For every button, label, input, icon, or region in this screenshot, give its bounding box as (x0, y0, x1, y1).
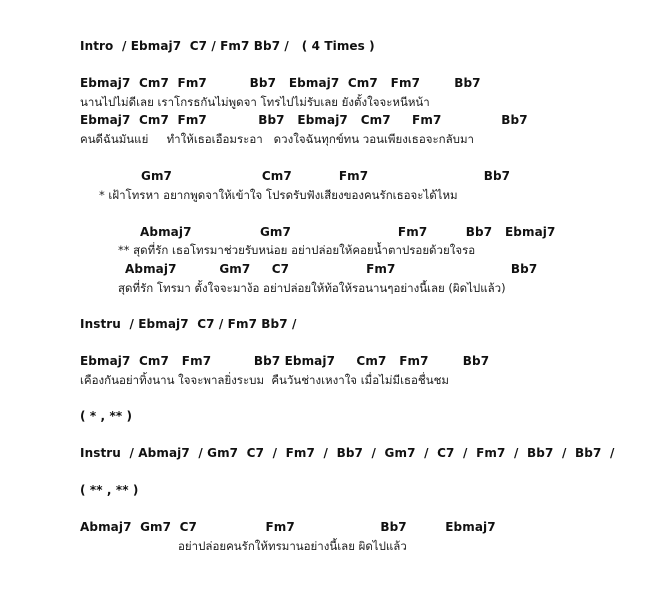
chorus-b-lyric-1: ** สุดที่รัก เธอโทรมาช่วยรับหน่อย อย่าปล่อยให้คอยน้ำตาปรอยด้วยใจรอ (118, 243, 476, 257)
instru-line-1: Instru / Ebmaj7 C7 / Fm7 Bb7 / (80, 317, 297, 331)
intro-line: Intro / Ebmaj7 C7 / Fm7 Bb7 / ( 4 Times ) (80, 39, 375, 53)
chorus-b-chords-1: Abmaj7 Gm7 Fm7 Bb7 Ebmaj7 (140, 225, 556, 239)
chorus-b-chords-2: Abmaj7 Gm7 C7 Fm7 Bb7 (125, 262, 538, 276)
repeat-marker-1: ( * , ** ) (80, 409, 133, 423)
verse2-lyric: เคืองกันอย่าทิ้งนาน ใจจะพาลยิ่งระบม คืนวันช่างเหงาใจ เมื่อไม่มีเธอชื่นชม (80, 373, 449, 387)
ending-chords: Abmaj7 Gm7 C7 Fm7 Bb7 Ebmaj7 (80, 520, 496, 534)
repeat-marker-2: ( ** , ** ) (80, 483, 139, 497)
verse2-chords: Ebmaj7 Cm7 Fm7 Bb7 Ebmaj7 Cm7 Fm7 Bb7 (80, 354, 490, 368)
verse1-chords-2: Ebmaj7 Cm7 Fm7 Bb7 Ebmaj7 Cm7 Fm7 Bb7 (80, 113, 528, 127)
ending-lyric: อย่าปล่อยคนรักให้ทรมานอย่างนี้เลย ผิดไปแล้ว (178, 539, 407, 553)
verse1-chords-1: Ebmaj7 Cm7 Fm7 Bb7 Ebmaj7 Cm7 Fm7 Bb7 (80, 76, 481, 90)
verse1-lyric-2: คนดีฉันมันแย่ ทำให้เธอเอือมระอา ดวงใจฉันทุกข์ทน วอนเพียงเธอจะกลับมา (80, 132, 474, 146)
verse1-lyric-1: นานไปไม่ดีเลย เราโกรธกันไม่พูดจา โทรไปไม่รับเลย ยังตั้งใจจะหนีหน้า (80, 95, 430, 109)
chorus-a-chords-1: Gm7 Cm7 Fm7 Bb7 (141, 169, 511, 183)
instru-line-2: Instru / Abmaj7 / Gm7 C7 / Fm7 / Bb7 / Gm7 / C7 / Fm7 / Bb7 / Bb7 / (80, 446, 615, 460)
chorus-b-lyric-2: สุดที่รัก โทรมา ตั้งใจจะมาง้อ อย่าปล่อยให้ท้อให้รอนานๆอย่างนี้เลย (ผิดไปแล้ว) (118, 281, 506, 295)
chorus-a-lyric-1: * เฝ้าโทรหา อยากพูดจาให้เข้าใจ โปรดรับฟังเสียงของคนรักเธอจะได้ไหม (99, 188, 458, 202)
